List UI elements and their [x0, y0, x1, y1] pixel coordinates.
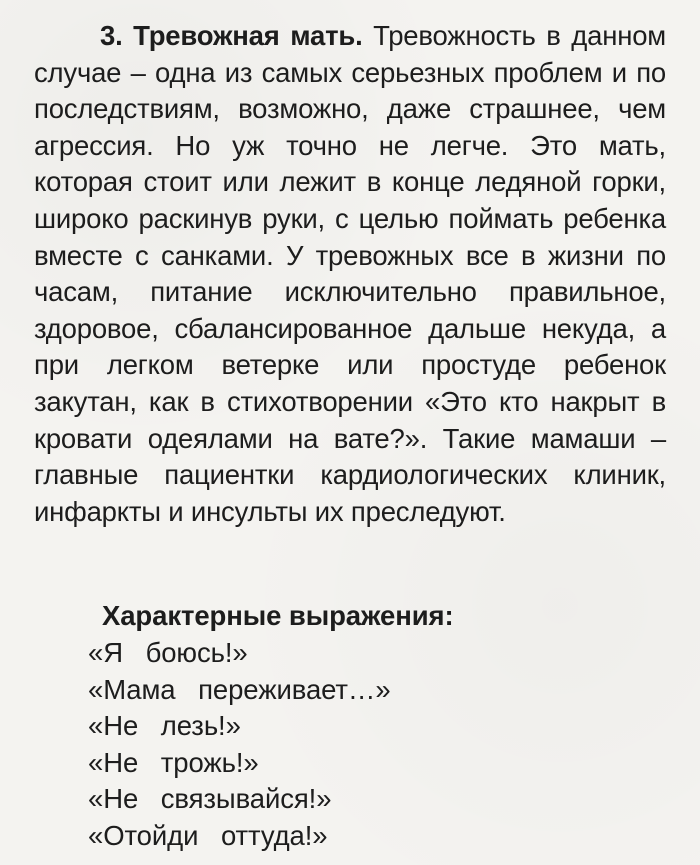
article: [34, 18, 666, 854]
expression-item: «Я боюсь!»: [88, 636, 248, 668]
expression-item: «Мама переживает…»: [88, 673, 391, 705]
expression-item: «Отойди оттуда!»: [88, 819, 328, 851]
expression-item: «Не лезь!»: [88, 710, 241, 742]
expression-item: «Не связывайся!»: [88, 783, 332, 815]
expressions-title: Характерные выражения:: [102, 600, 454, 632]
paragraph: [34, 18, 666, 530]
expressions-list: [34, 635, 666, 855]
section-heading: 3. Тревожная мать.: [100, 20, 363, 51]
paragraph-body: Тревожность в данном случае – одна из самых серьезных проблем и по последствиям, возможно, даже страшнее, чем агрессия. Но уж точно не легче. Это мать, которая стоит или лежит в конце ледяной горки, широко раскинув руки, с целью поймать ребенка вместе с санками. У тревожных все в жизни по часам, питание исключительно правильное, здоровое, сбалансированное дальше некуда, а при легком ветерке или простуде ребенок закутан, как в стихотворении «Это кто накрыт в кровати одеялами на вате?». Такие мамаши – главные пациентки кардиологических клиник, инфаркты и инсульты их преследуют.: [34, 20, 666, 527]
expression-item: «Не трожь!»: [88, 746, 259, 778]
